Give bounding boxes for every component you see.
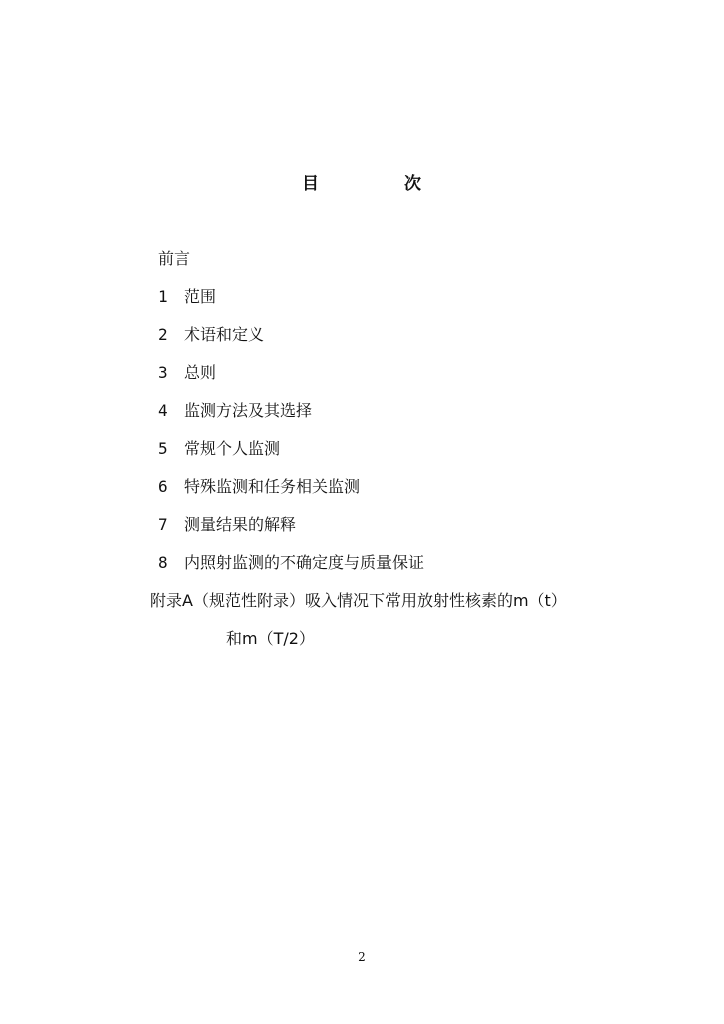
toc-entry-number: 5 (158, 439, 168, 458)
toc-entry-label: 特殊监测和任务相关监测 (184, 477, 361, 496)
toc-entry-7[interactable] (158, 514, 618, 552)
toc-entry-label: 常规个人监测 (184, 439, 281, 458)
title-char-mu: 目 (302, 174, 319, 194)
toc-entry-3[interactable] (158, 362, 618, 400)
toc-entry-label: 前言 (158, 249, 191, 268)
toc-entry-8[interactable] (158, 552, 618, 590)
toc-entry-label: 附录A（规范性附录）吸入情况下常用放射性核素的m（t） (150, 591, 567, 610)
toc-entry-number: 2 (158, 325, 168, 344)
toc-entry-number: 8 (158, 553, 168, 572)
toc-entry-preface[interactable] (158, 248, 618, 286)
toc-entry-number: 4 (158, 401, 168, 420)
toc-entry-appendix-a[interactable] (150, 590, 618, 628)
toc-entry-label: 和m（T/2） (226, 629, 315, 648)
table-of-contents (150, 248, 618, 666)
toc-title (0, 172, 724, 196)
toc-entry-2[interactable] (158, 324, 618, 362)
page-number: 2 (358, 950, 366, 964)
toc-entry-4[interactable] (158, 400, 618, 438)
toc-entry-label: 内照射监测的不确定度与质量保证 (184, 553, 425, 572)
toc-entry-label: 术语和定义 (184, 325, 265, 344)
toc-entry-label: 总则 (184, 363, 217, 382)
toc-entry-label: 范围 (184, 287, 217, 306)
toc-entry-1[interactable] (158, 286, 618, 324)
toc-entry-number: 3 (158, 363, 168, 382)
toc-entry-number: 7 (158, 515, 168, 534)
toc-entry-number: 6 (158, 477, 168, 496)
toc-entry-label: 测量结果的解释 (184, 515, 297, 534)
toc-entry-5[interactable] (158, 438, 618, 476)
toc-entry-number: 1 (158, 287, 168, 306)
toc-entry-6[interactable] (158, 476, 618, 514)
toc-entry-label: 监测方法及其选择 (184, 401, 313, 420)
toc-entry-appendix-a-continued[interactable] (158, 628, 618, 666)
title-char-ci: 次 (404, 174, 421, 194)
